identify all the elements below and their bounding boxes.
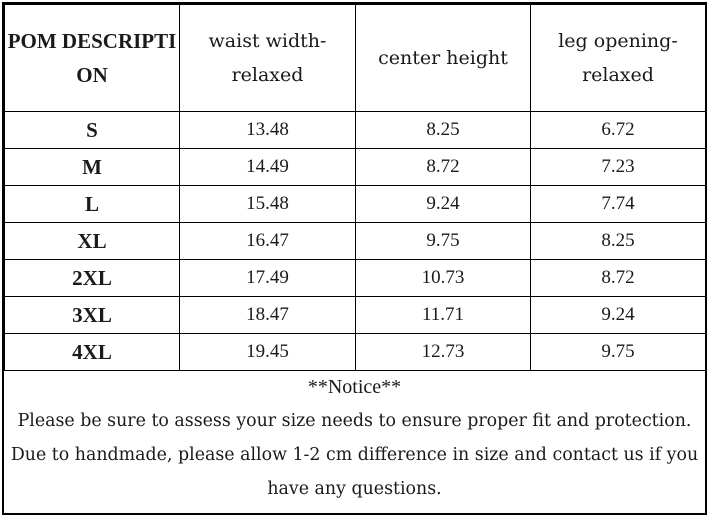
table-row <box>5 297 706 334</box>
leg-value: 9.24 <box>531 297 706 334</box>
leg-value: 9.75 <box>531 334 706 371</box>
size-label: M <box>5 149 180 186</box>
waist-value: 14.49 <box>180 149 356 186</box>
center-value: 8.25 <box>356 112 531 149</box>
leg-value: 6.72 <box>531 112 706 149</box>
table-row <box>5 186 706 223</box>
leg-value: 7.23 <box>531 149 706 186</box>
size-label: S <box>5 112 180 149</box>
waist-value: 15.48 <box>180 186 356 223</box>
waist-value: 17.49 <box>180 260 356 297</box>
size-table <box>4 4 706 371</box>
waist-value: 16.47 <box>180 223 356 260</box>
table-row <box>5 223 706 260</box>
waist-value: 19.45 <box>180 334 356 371</box>
table-row <box>5 149 706 186</box>
size-label: 3XL <box>5 297 180 334</box>
center-value: 8.72 <box>356 149 531 186</box>
leg-value: 8.25 <box>531 223 706 260</box>
header-waist-width: waist width-relaxed <box>180 5 356 112</box>
center-value: 11.71 <box>356 297 531 334</box>
table-row <box>5 334 706 371</box>
table-header-row <box>5 5 706 112</box>
leg-value: 7.74 <box>531 186 706 223</box>
notice-title: **Notice** <box>307 376 402 398</box>
notice-section <box>4 370 705 506</box>
header-leg-opening: leg opening-relaxed <box>531 5 706 112</box>
leg-value: 8.72 <box>531 260 706 297</box>
center-value: 12.73 <box>356 334 531 371</box>
size-label: 2XL <box>5 260 180 297</box>
center-value: 9.24 <box>356 186 531 223</box>
table-row <box>5 260 706 297</box>
size-label: 4XL <box>5 334 180 371</box>
table-row <box>5 112 706 149</box>
notice-body: Please be sure to assess your size needs to ensure proper fit and protection. Due to handmade, please allow 1-2 cm difference in size and contact us if you have any questions. <box>10 411 699 499</box>
header-center-height: center height <box>356 5 531 112</box>
size-label: L <box>5 186 180 223</box>
center-value: 9.75 <box>356 223 531 260</box>
center-value: 10.73 <box>356 260 531 297</box>
size-label: XL <box>5 223 180 260</box>
waist-value: 18.47 <box>180 297 356 334</box>
waist-value: 13.48 <box>180 112 356 149</box>
header-pom-description: POM DESCRIPTION <box>5 5 180 112</box>
size-chart <box>2 2 707 515</box>
